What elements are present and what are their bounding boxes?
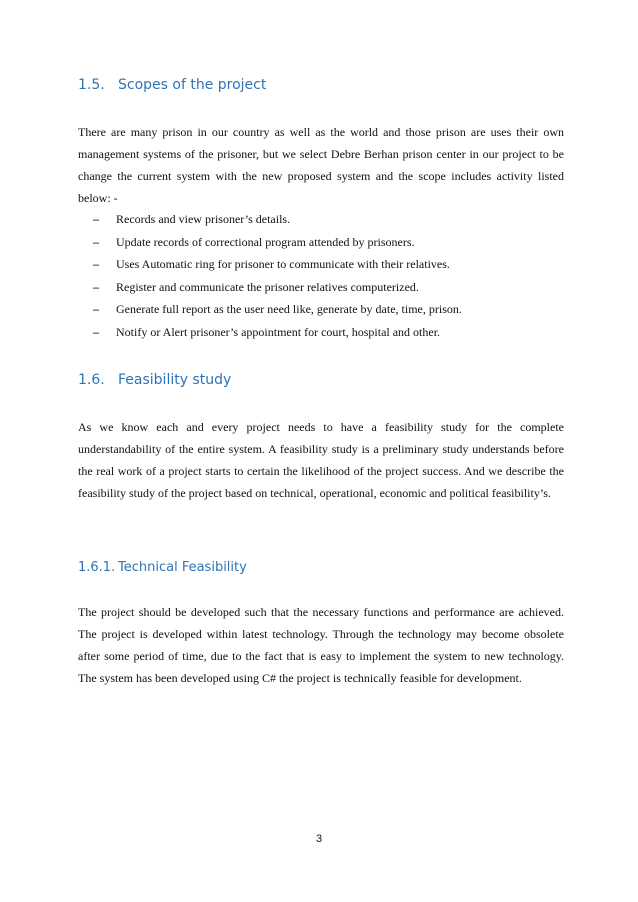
- dash-bullet-marker: –: [93, 234, 99, 249]
- section-number: 1.6.: [78, 372, 105, 388]
- scope-intro-paragraph: There are many prison in our country as well as the world and those prison are uses their own management systems of the prisoner, but we select Debre Berhan prison center in our project to be change the current system with the new proposed system and the scope includes activity listed below: -: [78, 125, 564, 205]
- scope-bullet-text: Notify or Alert prisoner’s appointment for court, hospital and other.: [116, 324, 441, 339]
- scope-bullet-text: Update records of correctional program attended by prisoners.: [116, 234, 415, 249]
- scope-bullet-item: [93, 208, 563, 231]
- section-number: 1.5.: [78, 77, 105, 93]
- section-number: 1.6.1.: [78, 560, 116, 575]
- scope-bullet-list: [93, 208, 563, 343]
- dash-bullet-marker: –: [93, 302, 99, 316]
- section-title: Feasibility study: [118, 372, 232, 388]
- scope-bullet-text: Generate full report as the user need like, generate by date, time, prison.: [116, 302, 462, 316]
- page-number: 3: [315, 833, 323, 845]
- scope-bullet-item: [93, 298, 563, 321]
- scope-bullet-item: [93, 321, 563, 344]
- section-title: Scopes of the project: [118, 77, 267, 93]
- scope-bullet-text: Register and communicate the prisoner relatives computerized.: [116, 279, 419, 294]
- section-heading-1-6-1: [78, 560, 247, 575]
- section-heading-1-5: [78, 77, 266, 93]
- feasibility-paragraph: As we know each and every project needs to have a feasibility study for the complete understandability of the entire system. A feasibility study is a preliminary study understands before the real work of a project starts to certain the likelihood of the project success. And we describe the feasibility study of the project based on technical, operational, economic and political feasibility’s.: [78, 420, 564, 500]
- dash-bullet-marker: –: [93, 279, 99, 294]
- dash-bullet-marker: –: [93, 212, 99, 226]
- technical-feasibility-paragraph: The project should be developed such that the necessary functions and performance are achieved. The project is developed within latest technology. Through the technology may become obsolete after some period of time, due to the fact that is easy to implement the system to new technology. The system has been developed using C# the project is technically feasible for development.: [78, 605, 564, 685]
- dash-bullet-marker: –: [93, 257, 99, 271]
- section-heading-1-6: [78, 372, 231, 388]
- section-title: Technical Feasibility: [118, 560, 247, 575]
- scope-bullet-item: [93, 231, 563, 254]
- dash-bullet-marker: –: [93, 324, 99, 339]
- scope-bullet-item: [93, 276, 563, 299]
- scope-bullet-item: [93, 253, 563, 276]
- scope-bullet-text: Uses Automatic ring for prisoner to communicate with their relatives.: [116, 257, 450, 271]
- scope-bullet-text: Records and view prisoner’s details.: [116, 212, 291, 226]
